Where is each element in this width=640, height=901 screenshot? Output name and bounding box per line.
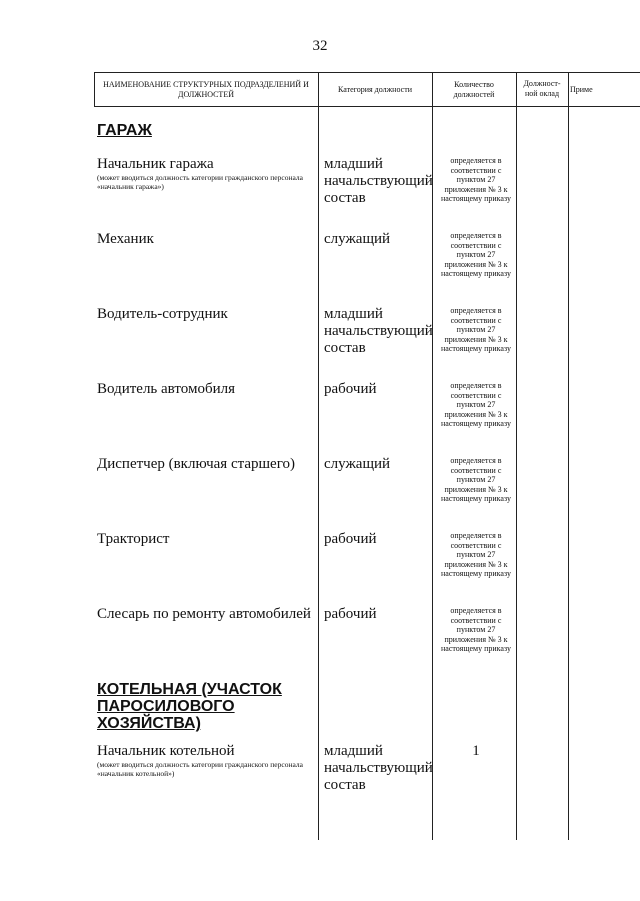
position-category: рабочий — [324, 381, 377, 397]
position-count: определяется в соответствии с пунктом 27 приложения № 3 к настоящему приказу — [441, 381, 511, 428]
header-note: Приме — [570, 85, 593, 94]
header-name: НАИМЕНОВАНИЕ СТРУКТУРНЫХ ПОДРАЗДЕЛЕНИЙ И ДОЛЖНОСТЕЙ — [103, 80, 309, 99]
position-count: определяется в соответствии с пунктом 27 приложения № 3 к настоящему приказу — [441, 606, 511, 653]
header-salary: Должност-ной оклад — [523, 79, 561, 98]
position-name: Диспетчер (включая старшего) — [97, 456, 295, 472]
position-name: Водитель автомобиля — [97, 381, 235, 397]
position-name: Начальник котельной — [97, 743, 235, 759]
position-category: служащий — [324, 231, 391, 247]
position-count: определяется в соответствии с пунктом 27 приложения № 3 к настоящему приказу — [441, 306, 511, 353]
position-category: младший начальствующий состав — [324, 743, 433, 793]
position-count: определяется в соответствии с пунктом 27 приложения № 3 к настоящему приказу — [441, 456, 511, 503]
header-category: Категория должности — [338, 85, 412, 94]
position-name: Тракторист — [97, 531, 170, 547]
position-name: Слесарь по ремонту автомобилей — [97, 606, 311, 622]
position-note: (может вводиться должность категории гражданского персонала «начальник котельной») — [97, 760, 303, 778]
position-count: определяется в соответствии с пунктом 27 приложения № 3 к настоящему приказу — [441, 156, 511, 203]
position-name: Механик — [97, 231, 154, 247]
header-count: Количество должностей — [453, 80, 495, 99]
col-border-count — [516, 72, 517, 840]
section-title-boiler: КОТЕЛЬНАЯ (УЧАСТОК ПАРОСИЛОВОГО ХОЗЯЙСТВА) — [97, 681, 282, 732]
position-name: Начальник гаража — [97, 156, 214, 172]
header-bottom-border — [94, 106, 640, 107]
position-count: определяется в соответствии с пунктом 27 приложения № 3 к настоящему приказу — [441, 231, 511, 278]
position-name: Водитель-сотрудник — [97, 306, 228, 322]
position-count: определяется в соответствии с пунктом 27 приложения № 3 к настоящему приказу — [441, 531, 511, 578]
position-note: (может вводиться должность категории гражданского персонала «начальник гаража») — [97, 173, 303, 191]
page-number: 32 — [312, 38, 328, 54]
position-count: 1 — [472, 743, 480, 759]
position-category: рабочий — [324, 531, 377, 547]
position-category: младший начальствующий состав — [324, 306, 433, 356]
section-title-garage: ГАРАЖ — [97, 122, 152, 139]
col-border-name — [318, 72, 319, 840]
position-category: служащий — [324, 456, 391, 472]
position-category: рабочий — [324, 606, 377, 622]
col-border-salary — [568, 72, 569, 840]
col-border-left — [94, 72, 95, 106]
position-category: младший начальствующий состав — [324, 156, 433, 206]
